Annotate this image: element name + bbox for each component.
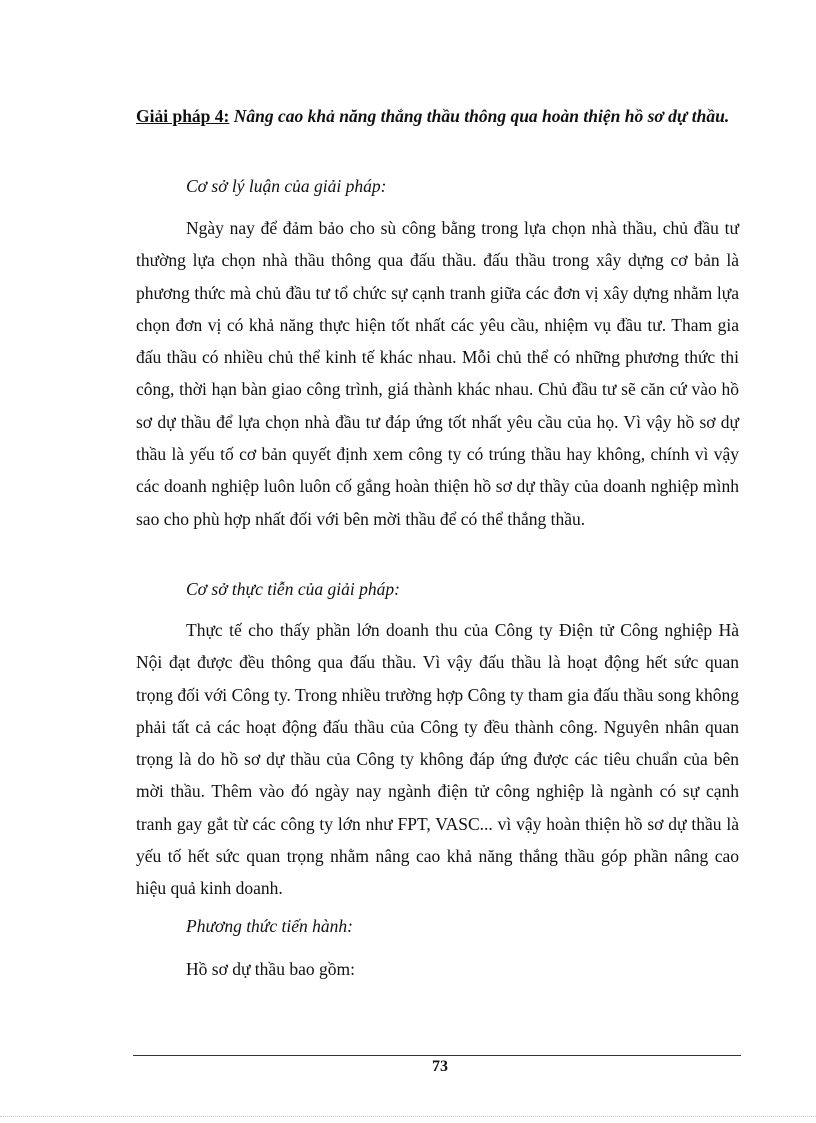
practice-paragraph: Thực tế cho thấy phần lớn doanh thu của Công ty Điện tử Công nghiệp Hà Nội đạt được đều thông qua đấu thầu. Vì vậy đấu thầu là hoạt động hết sức quan trọng đối với Công ty. Trong nhiều trường hợp Công ty tham gia đấu thầu song không phải tất cả các hoạt động đấu thầu của Công ty đều thành công. Nguyên nhân quan trọng là do hồ sơ dự thầu của Công ty không đáp ứng được các tiêu chuẩn của bên mời thầu. Thêm vào đó ngày nay ngành điện tử công nghiệp là ngành có sự cạnh tranh gay gắt từ các công ty lớn như FPT, VASC... vì vậy hoàn thiện hồ sơ dự thầu là yếu tố hết sức quan trọng nhằm nâng cao khả năng thắng thầu góp phần nâng cao hiệu quả kinh doanh.	[136, 620, 739, 899]
solution-label: Giải pháp 4:	[136, 106, 230, 126]
page-number: 73	[432, 1058, 448, 1075]
theory-paragraph: Ngày nay để đảm bảo cho sù công bằng trong lựa chọn nhà thầu, chủ đầu tư thường lựa chọn nhà thầu thông qua đấu thầu. đấu thầu trong xây dựng cơ bản là phương thức mà chủ đầu tư tổ chức sự cạnh tranh giữa các đơn vị xây dựng nhằm lựa chọn đơn vị có khả năng thực hiện tốt nhất các yêu cầu, nhiệm vụ đầu tư. Tham gia đấu thầu có nhiều chủ thể kinh tế khác nhau. Mỗi chủ thể có những phương thức thi công, thời hạn bàn giao công trình, giá thành khác nhau. Chủ đầu tư sẽ căn cứ vào hồ sơ dự thầu để lựa chọn nhà đầu tư đáp ứng tốt nhất yêu cầu của họ. Vì vậy hồ sơ dự thầu là yếu tố cơ bản quyết định xem công ty có trúng thầu hay không, chính vì vậy các doanh nghiệp luôn luôn cố gắng hoàn thiện hồ sơ dự thầy của doanh nghiệp mình sao cho phù hợp nhất đối với bên mời thầu để có thể thắng thầu.	[136, 218, 739, 529]
footer-divider	[133, 1055, 741, 1056]
solution-heading	[136, 100, 746, 132]
solution-title: Nâng cao khả năng thắng thầu thông qua hoàn thiện hồ sơ dự thầu.	[233, 106, 730, 126]
method-subheading: Phương thức tiến hành:	[186, 916, 353, 936]
method-paragraph: Hồ sơ dự thầu bao gồm:	[186, 959, 355, 979]
theory-subheading: Cơ sở lý luận của giải pháp:	[186, 176, 387, 196]
page-edge-dotted-line	[0, 1116, 816, 1117]
practice-subheading: Cơ sở thực tiễn của giải pháp:	[186, 579, 400, 599]
